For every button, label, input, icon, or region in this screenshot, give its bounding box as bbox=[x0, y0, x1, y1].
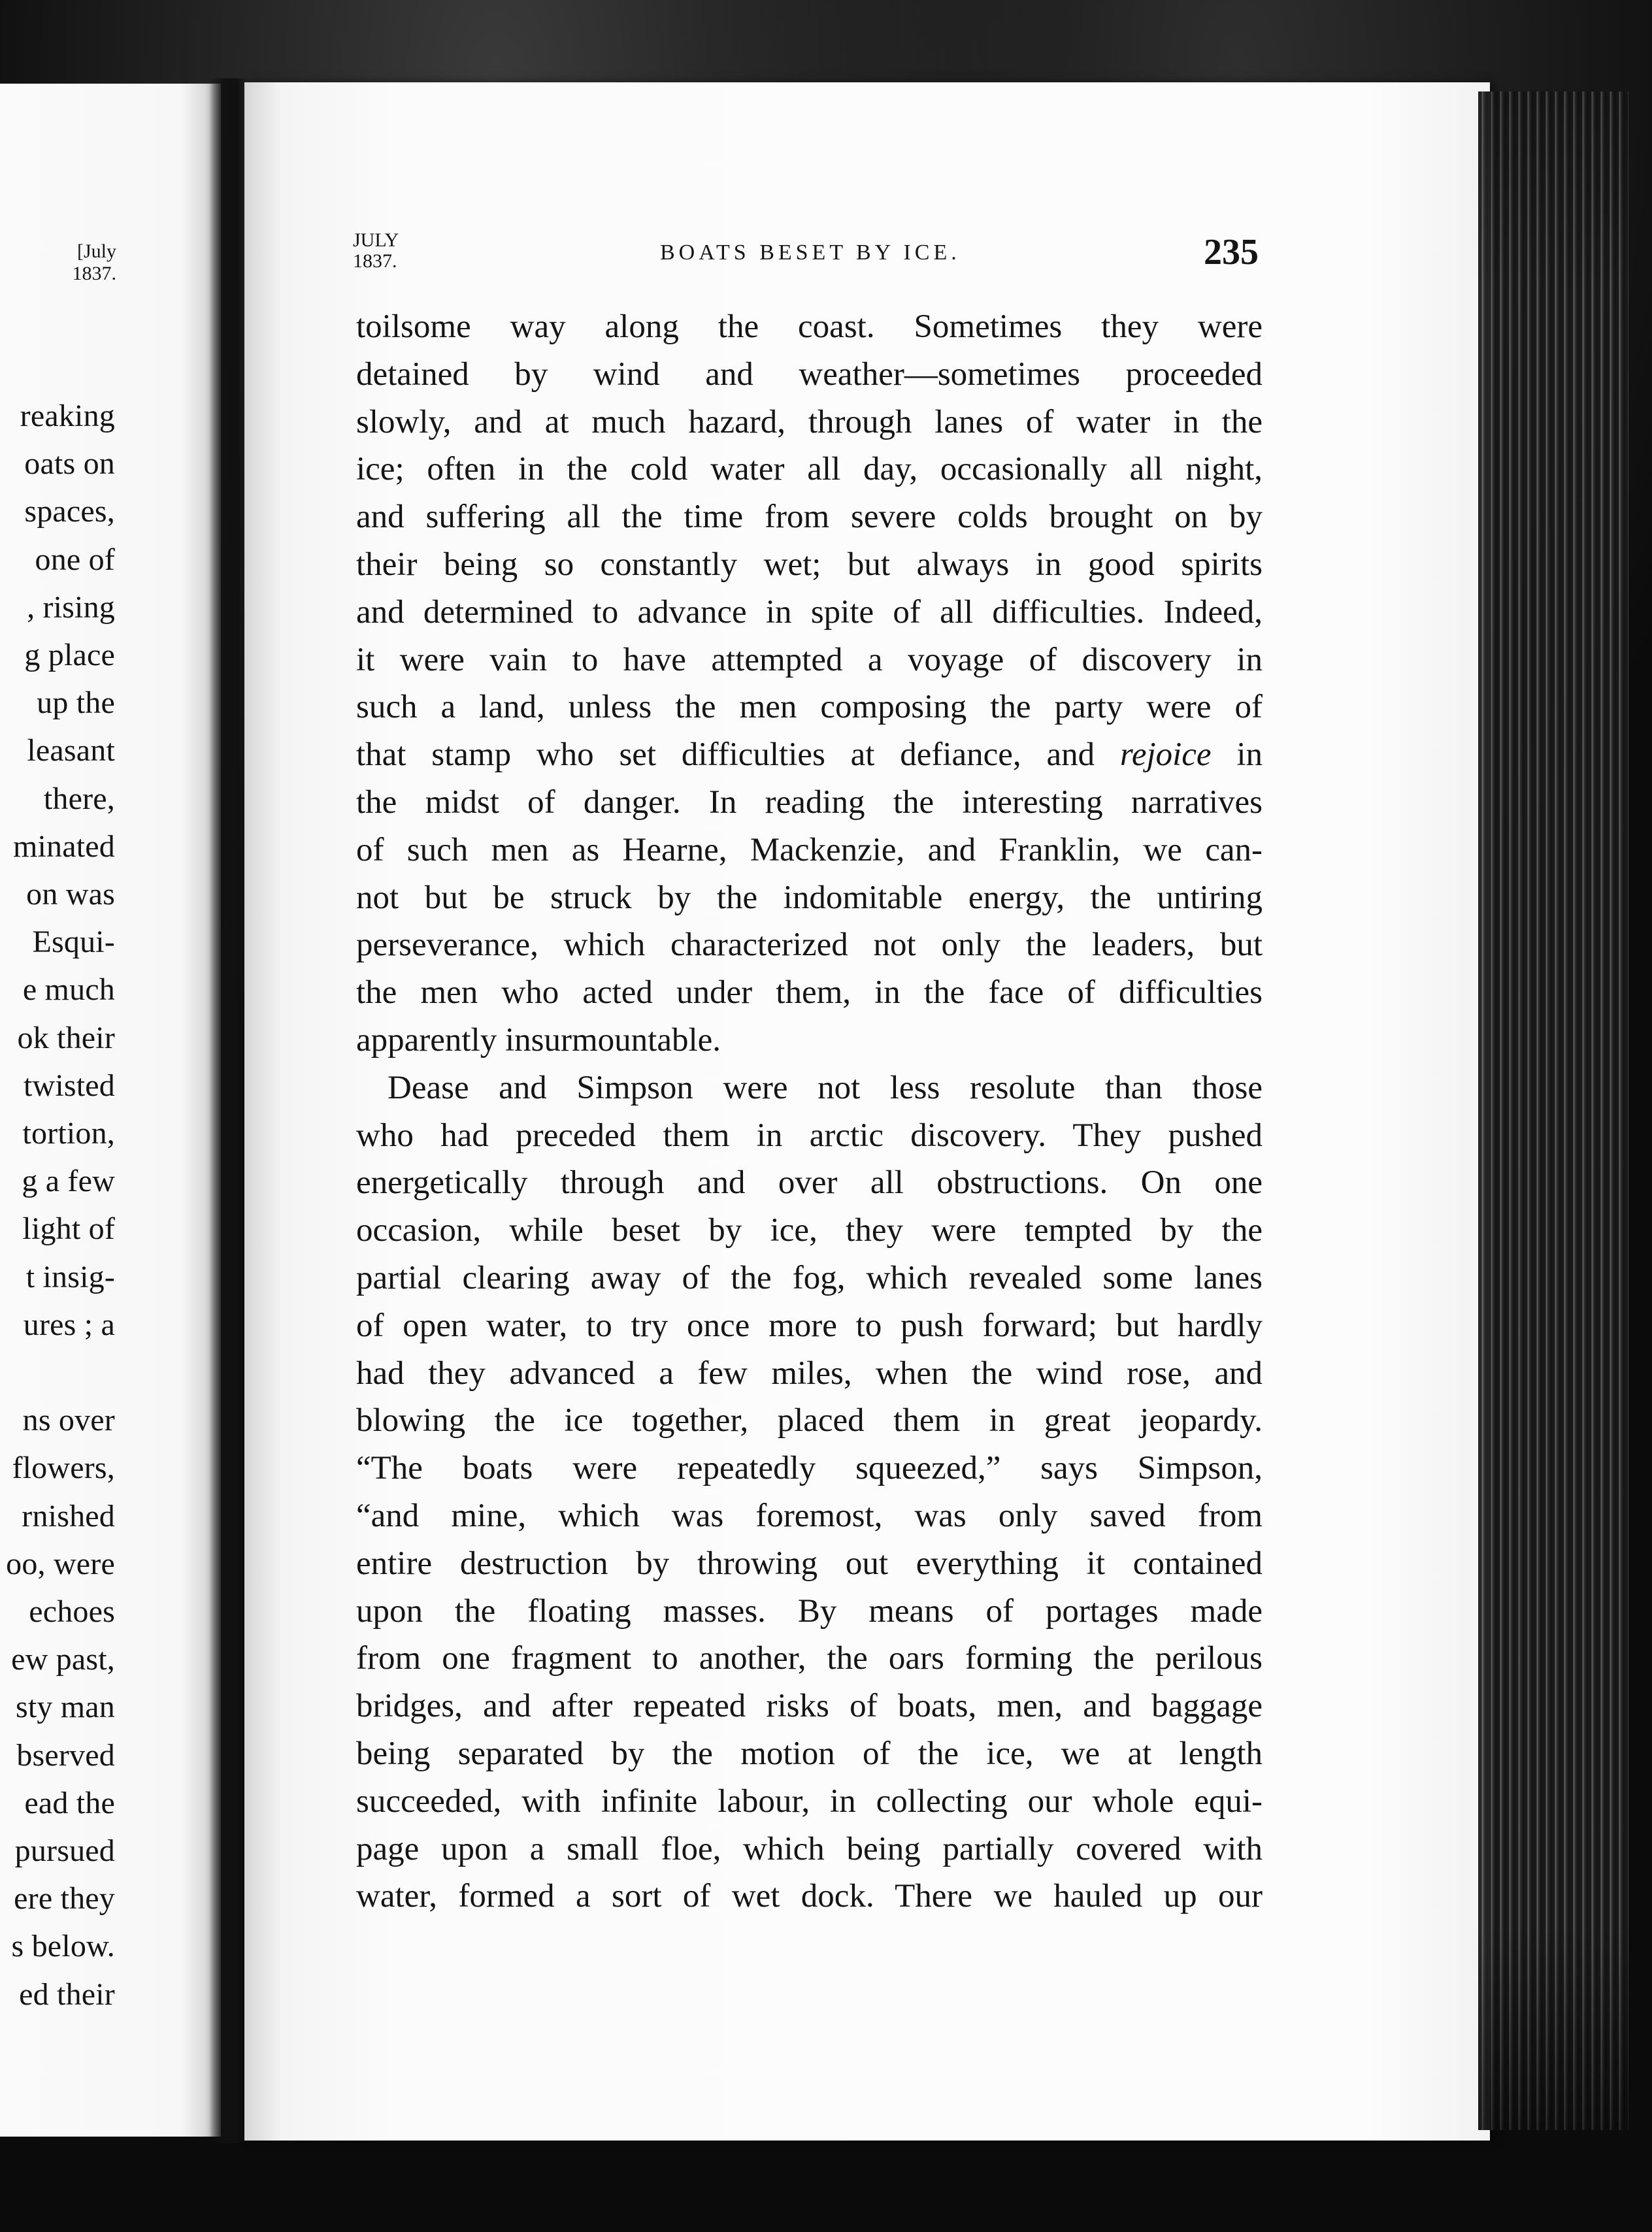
text-line: that stamp who set difficulties at defiance, and rejoice in bbox=[356, 736, 1263, 774]
running-head-date bbox=[353, 230, 399, 272]
left-page-line: Esqui- bbox=[32, 925, 115, 960]
left-page-line: s below. bbox=[11, 1929, 115, 1964]
text-line: energetically through and over all obstructions. On one bbox=[356, 1164, 1263, 1202]
text-line: their being so constantly wet; but always in good spirits bbox=[356, 546, 1263, 583]
left-page-line: ed their bbox=[19, 1977, 115, 2012]
left-page-line: up the bbox=[37, 685, 115, 721]
left-page-line bbox=[0, 1349, 115, 1396]
text-line: the men who acted under them, in the face of difficulties bbox=[356, 974, 1263, 1011]
left-page-line: t insig- bbox=[25, 1259, 115, 1294]
text-line: it were vain to have attempted a voyage of discovery in bbox=[356, 641, 1263, 678]
page-body-text bbox=[356, 303, 1263, 1920]
left-page-line: tortion, bbox=[22, 1116, 115, 1151]
text-line: the midst of danger. In reading the interesting narratives bbox=[356, 783, 1263, 821]
text-line: upon the floating masses. By means of portages made bbox=[356, 1592, 1263, 1630]
left-page-line: g place bbox=[24, 638, 115, 673]
text-line: from one fragment to another, the oars forming the perilous bbox=[356, 1640, 1263, 1677]
left-page-line: pursued bbox=[14, 1833, 115, 1869]
paragraph bbox=[356, 303, 1263, 1064]
left-page-line: one of bbox=[35, 542, 115, 577]
left-page-line: light of bbox=[22, 1211, 115, 1247]
text-line: being separated by the motion of the ice, we at length bbox=[356, 1735, 1263, 1772]
left-page-line: g a few bbox=[22, 1164, 115, 1199]
text-line: detained by wind and weather—sometimes proceeded bbox=[356, 355, 1263, 393]
running-head bbox=[353, 226, 1265, 278]
left-page-line: ns over bbox=[22, 1403, 115, 1438]
text-line: and suffering all the time from severe colds brought on by bbox=[356, 499, 1263, 536]
text-line: ice; often in the cold water all day, occasionally all night, bbox=[356, 451, 1263, 488]
text-line: “and mine, which was foremost, was only saved from bbox=[356, 1497, 1263, 1534]
left-page-line: , rising bbox=[27, 589, 115, 625]
left-page-line: ures ; a bbox=[23, 1307, 115, 1342]
text-line: entire destruction by throwing out everything it contained bbox=[356, 1545, 1263, 1582]
left-page-line: spaces, bbox=[24, 494, 115, 529]
left-page-line: ok their bbox=[17, 1020, 115, 1055]
text-line: water, formed a sort of wet dock. There we hauled up our bbox=[356, 1878, 1263, 1915]
text-line: and determined to advance in spite of all difficulties. Indeed, bbox=[356, 593, 1263, 631]
left-page-line: reaking bbox=[20, 399, 115, 433]
left-page-line: echoes bbox=[29, 1594, 115, 1630]
running-head-month: JULY bbox=[353, 229, 399, 251]
text-line: such a land, unless the men composing the party were of bbox=[356, 689, 1263, 726]
left-page-line: there, bbox=[43, 781, 115, 816]
left-page-line: flowers, bbox=[12, 1451, 115, 1486]
running-head-year: 1837. bbox=[353, 250, 397, 272]
text-line: slowly, and at much hazard, through lanes of water in the bbox=[356, 403, 1263, 440]
left-page-line: e much bbox=[22, 972, 115, 1008]
left-page-line: bserved bbox=[16, 1737, 115, 1773]
text-line: perseverance, which characterized not only the leaders, but bbox=[356, 927, 1263, 964]
text-line: toilsome way along the coast. Sometimes they were bbox=[356, 308, 1263, 345]
left-page-line: sty man bbox=[15, 1690, 115, 1725]
text-line: occasion, while beset by ice, they were tempted by the bbox=[356, 1212, 1263, 1249]
left-page-text bbox=[0, 392, 115, 2018]
book-gutter bbox=[209, 78, 248, 2143]
text-line: apparently insurmountable. bbox=[356, 1021, 721, 1059]
left-page-line: ere they bbox=[14, 1881, 115, 1916]
left-page-header bbox=[31, 240, 116, 303]
text-line: bridges, and after repeated risks of boats, men, and baggage bbox=[356, 1688, 1263, 1725]
text-line: of open water, to try once more to push forward; but hardly bbox=[356, 1307, 1263, 1344]
left-page-line: ead the bbox=[24, 1785, 115, 1820]
left-page-line: twisted bbox=[23, 1068, 115, 1103]
text-line: partial clearing away of the fog, which revealed some lanes bbox=[356, 1259, 1263, 1296]
text-line: who had preceded them in arctic discovery. They pushed bbox=[356, 1117, 1263, 1154]
text-line: Dease and Simpson were not less resolute than those bbox=[388, 1069, 1263, 1106]
left-page-line: on was bbox=[26, 877, 115, 912]
left-page-line: minated bbox=[12, 829, 115, 864]
text-line: of such men as Hearne, Mackenzie, and Franklin, we can- bbox=[356, 831, 1263, 868]
left-page-line: leasant bbox=[27, 733, 115, 768]
left-header-year: 1837. bbox=[72, 263, 116, 284]
text-line: blowing the ice together, placed them in great jeopardy. bbox=[356, 1402, 1263, 1439]
paragraph bbox=[356, 1064, 1263, 1920]
left-page-line: oats on bbox=[24, 446, 115, 482]
text-line: “The boats were repeatedly squeezed,” says Simpson, bbox=[356, 1450, 1263, 1487]
left-page-line: ew past, bbox=[11, 1642, 115, 1677]
running-head-title: BOATS BESET BY ICE. bbox=[660, 240, 961, 265]
text-line: page upon a small floe, which being partially covered with bbox=[356, 1830, 1263, 1867]
left-facing-page bbox=[0, 84, 221, 2137]
text-line: had they advanced a few miles, when the wind rose, and bbox=[356, 1354, 1263, 1392]
page-number: 235 bbox=[1204, 232, 1259, 272]
page-edges bbox=[1478, 91, 1628, 2130]
left-page-line: rnished bbox=[22, 1498, 115, 1534]
left-header-month: [July bbox=[77, 240, 116, 262]
left-page-line: oo, were bbox=[6, 1546, 115, 1581]
text-line: succeeded, with infinite labour, in collecting our whole equi- bbox=[356, 1782, 1263, 1820]
text-line: not but be struck by the indomitable energy, the untiring bbox=[356, 879, 1263, 916]
